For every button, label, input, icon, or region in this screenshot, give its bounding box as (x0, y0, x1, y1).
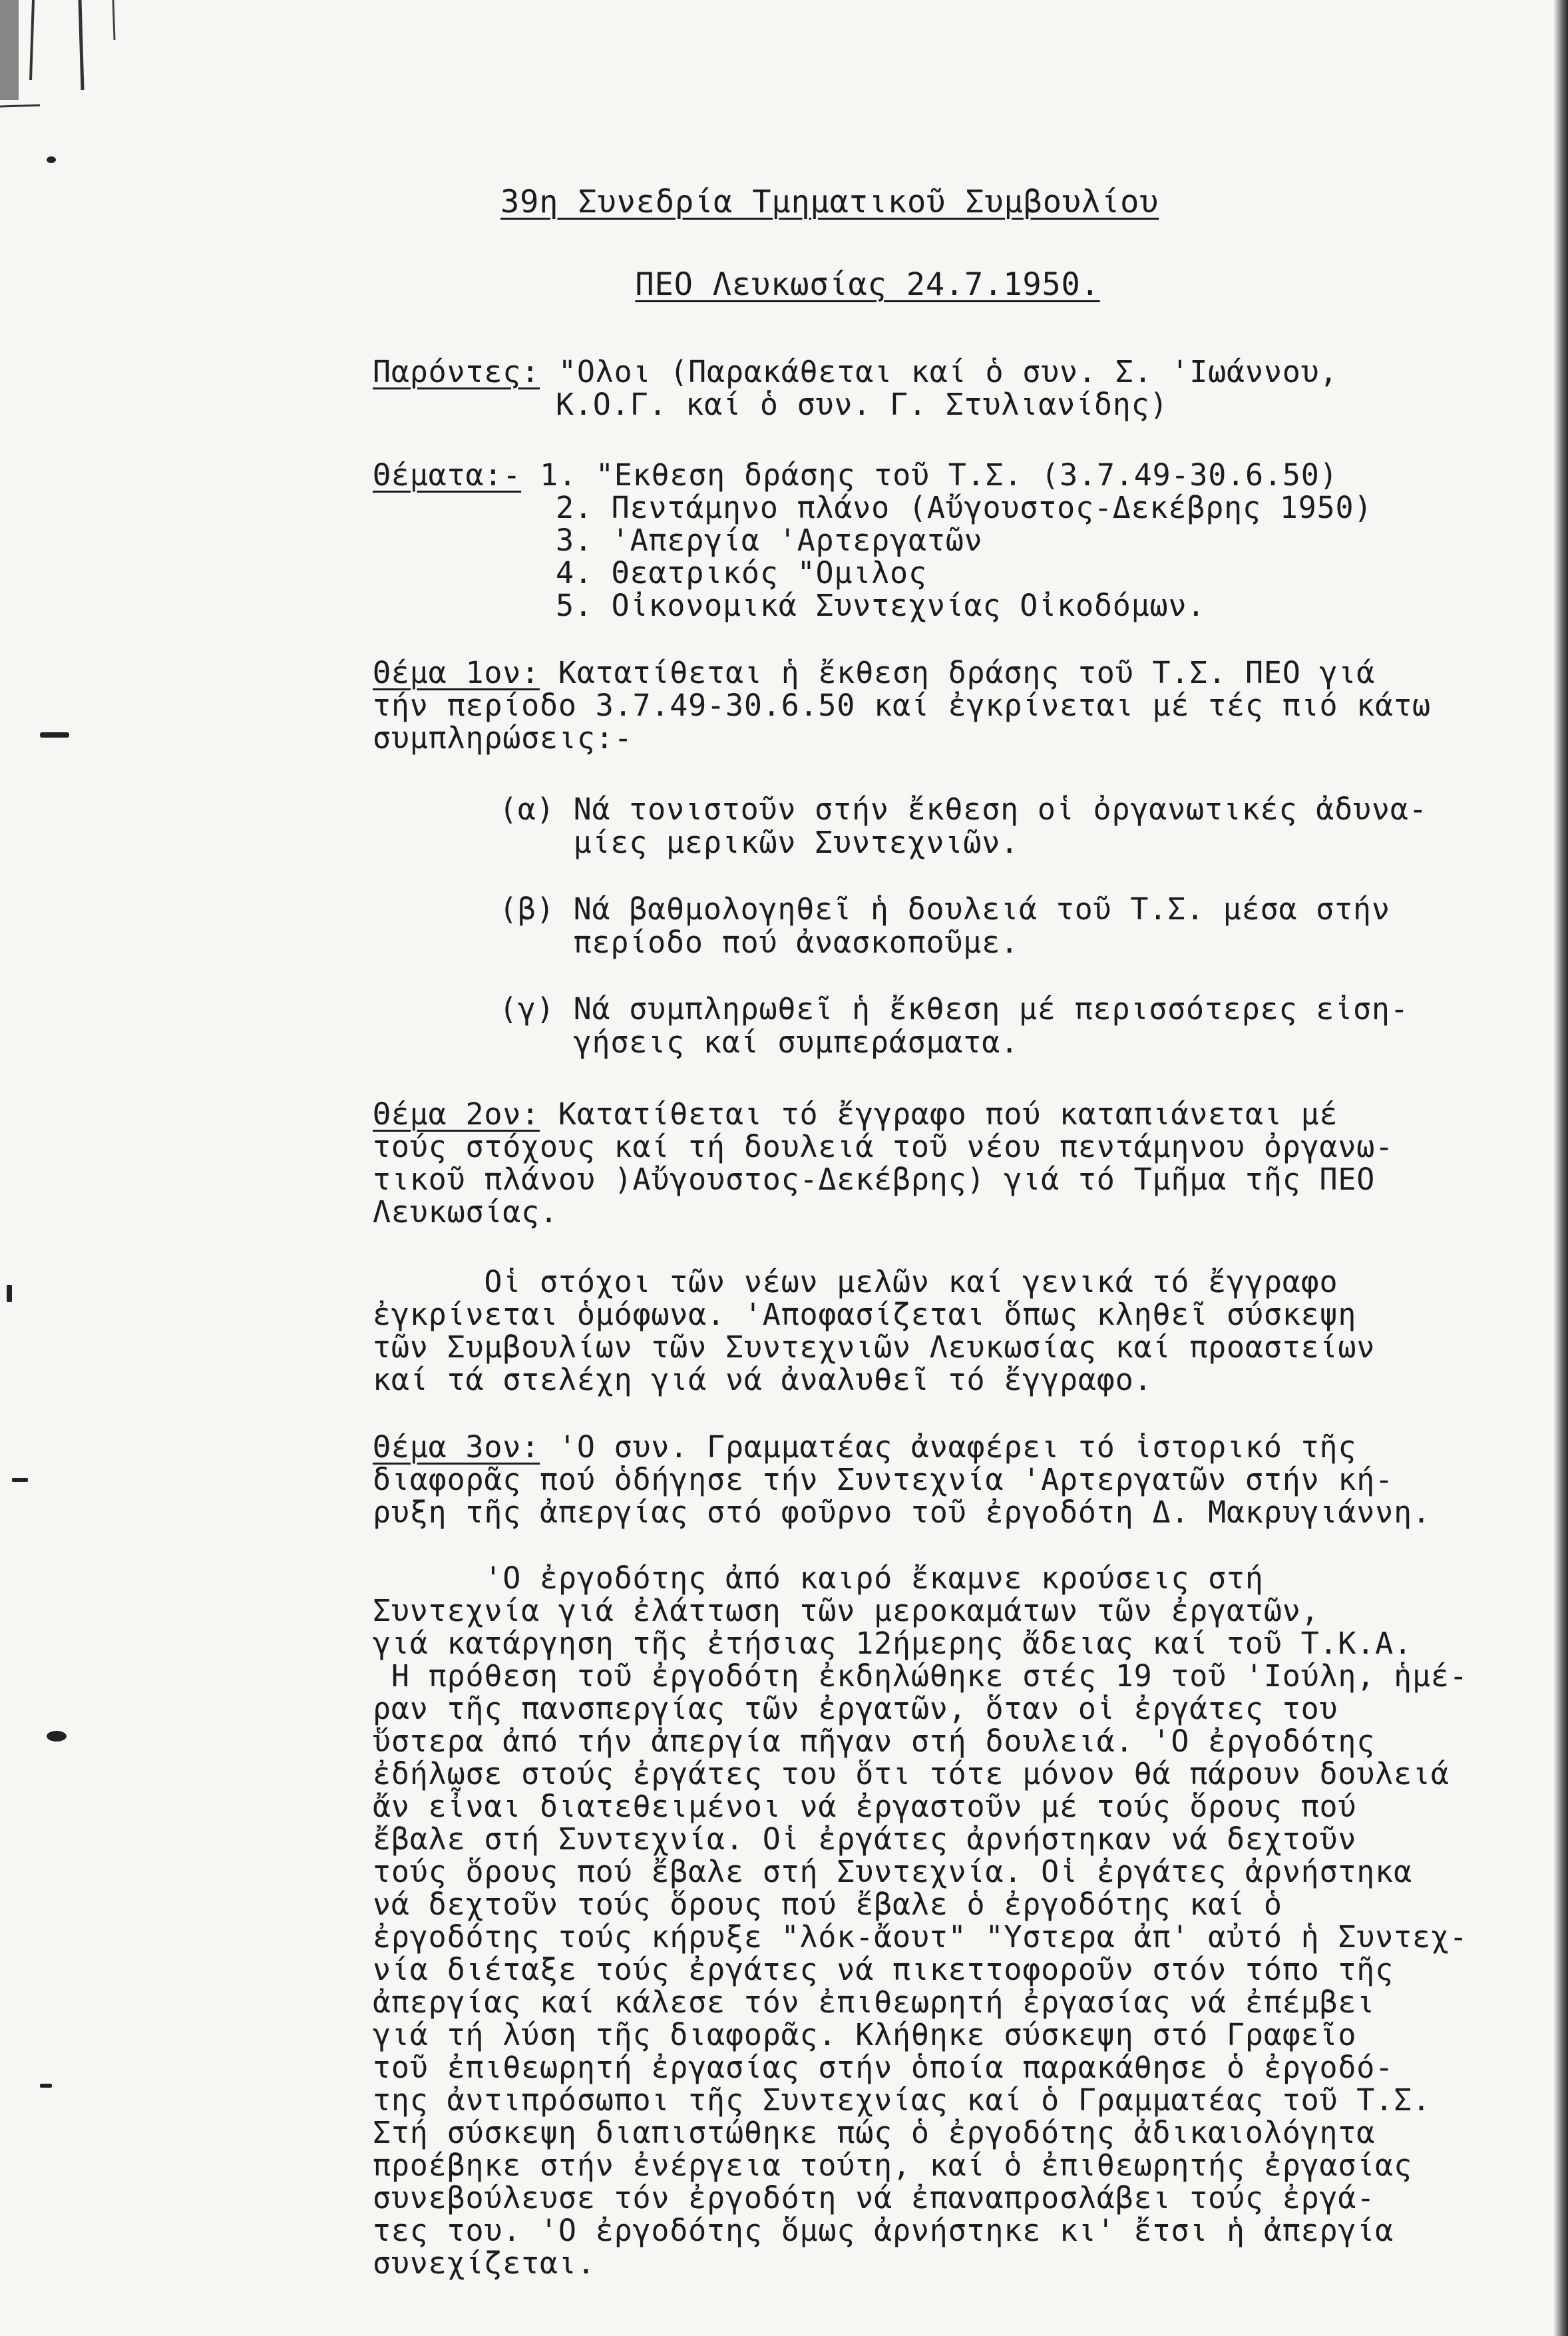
topic3-para-line-13: νία διέταξε τούς ἐργάτες νά πικεττοφοροῦν στόν τόπο τῆς (373, 1952, 1394, 1987)
topic3-para-line-1: 'Ο ἐργοδότης ἀπό καιρό ἔκαμνε κρούσεις στή (373, 1560, 1264, 1596)
topic2-para-line-3: τῶν Συμβουλίων τῶν Συντεχνιῶν Λευκωσίας καί προαστείων (373, 1329, 1376, 1365)
topic1-point-b-2: περίοδο πού ἀνασκοποῦμε. (499, 925, 1019, 960)
page-title: 39η Συνεδρία Τμηματικοῦ Συμβουλίου (500, 184, 1159, 220)
topic3-para-line-14: ἀπεργίας καί κάλεσε τόν ἐπιθεωρητή ἐργασίας νά ἐπέμβει (373, 1985, 1376, 2020)
topic3-line-1 (373, 1430, 1356, 1465)
page-subtitle-text: ΠΕΟ Λευκωσίας 24.7.1950. (635, 266, 1100, 303)
topic3-para-line-2: Συντεχνία γιά ἐλάττωση τῶν μεροκαμάτων τῶν ἐργατῶν, (373, 1593, 1320, 1628)
topic2-text-1: Κατατίθεται τό ἔγγραφο πού καταπιάνεται μέ (540, 1096, 1338, 1132)
topic-item-4: 4. Θεατρικός "Ομιλος (556, 555, 927, 590)
topic-item-2: 2. Πεντάμηνο πλάνο (Αὔγουστος-Δεκέβρης 1950) (556, 490, 1373, 525)
topic-item-1: 1. "Εκθεση δράσης τοῦ Τ.Σ. (3.7.49-30.6.50) (540, 457, 1338, 493)
topic1-point-a-2: μίες μερικῶν Συντεχνιῶν. (499, 825, 1019, 860)
topic3-para-line-22: συνεχίζεται. (373, 2245, 596, 2281)
present-text-1: "Ολοι (Παρακάθεται καί ὁ συν. Σ. 'Ιωάννου, (540, 354, 1338, 389)
topic1-text-1: Κατατίθεται ἡ ἔκθεση δράσης τοῦ Τ.Σ. ΠΕΟ γιά (540, 655, 1376, 690)
topic2-para-line-1: Οἱ στόχοι τῶν νέων μελῶν καί γενικά τό ἔγγραφο (373, 1264, 1338, 1299)
scan-speck (40, 732, 69, 738)
topic3-para-line-17: της ἀντιπρόσωποι τῆς Συντεχνίας καί ὁ Γραμματέας τοῦ Τ.Σ. (373, 2082, 1431, 2118)
scan-speck (7, 1285, 12, 1302)
topic-item-5: 5. Οἰκονομικά Συντεχνίας Οἰκοδόμων. (556, 588, 1206, 623)
topic2-line-3: τικοῦ πλάνου )Αὔγουστος-Δεκέβρης) γιά τό Τμῆμα τῆς ΠΕΟ (373, 1162, 1376, 1197)
topic2-label: Θέμα 2ον: (373, 1096, 540, 1132)
topic3-para-line-11: νά δεχτοῦν τούς ὅρους πού ἔβαλε ὁ ἐργοδότης καί ὁ (373, 1887, 1282, 1922)
topic3-para-line-3: γιά κατάργηση τῆς ἐτήσιας 12ήμερης ἄδειας καί τοῦ Τ.Κ.Α. (373, 1626, 1412, 1661)
topic3-para-line-4: Η πρόθεση τοῦ ἐργοδότη ἐκδηλώθηκε στές 19 τοῦ 'Ιούλη, ἡμέ- (373, 1658, 1468, 1694)
scan-speck (12, 1478, 28, 1482)
topic1-point-c-1: (γ) Νά συμπληρωθεῖ ἡ ἔκθεση μέ περισσότερες εἰση- (499, 991, 1409, 1027)
topic3-para-line-5: ραν τῆς πανσπεργίας τῶν ἐργατῶν, ὅταν οἱ ἐργάτες του (373, 1691, 1338, 1726)
scan-speck (47, 156, 56, 163)
topic3-para-line-8: ἄν εἶναι διατεθειμένοι νά ἐργαστοῦν μέ τούς ὅρους πού (373, 1789, 1357, 1824)
topic1-line-3: συμπληρώσεις:- (373, 720, 633, 756)
topic3-para-line-7: ἐδήλωσε στούς ἐργάτες του ὅτι τότε μόνον θά πάρουν δουλειά (373, 1756, 1450, 1791)
topic1-line-1 (373, 656, 1375, 690)
topics-line-1 (373, 458, 1338, 493)
topic-item-3: 3. 'Απεργία 'Αρτεργατῶν (556, 523, 983, 558)
present-line-1 (373, 355, 1338, 389)
topic2-para-line-4: καί τά στελέχη γιά νά ἀναλυθεῖ τό ἔγγραφο. (373, 1362, 1153, 1397)
topic3-text-1: 'Ο συν. Γραμματέας ἀναφέρει τό ἱστορικό τῆς (540, 1429, 1357, 1465)
topic3-line-2: διαφορᾶς πού ὁδήγησε τήν Συντεχνία 'Αρτεργατῶν στήν κή- (373, 1462, 1394, 1497)
topic1-point-a-1: (α) Νά τονιστοῦν στήν ἔκθεση οἱ ὀργανωτικές ἀδυνα- (499, 792, 1428, 827)
topic3-para-line-20: συνεβούλευσε τόν ἐργοδότη νά ἐπαναπροσλάβει τούς ἐργά- (373, 2180, 1376, 2216)
scan-speck (40, 2084, 52, 2088)
topic1-point-c-2: γήσεις καί συμπεράσματα. (499, 1025, 1019, 1060)
present-line-2: Κ.Ο.Γ. καί ὁ συν. Γ. Στυλιανίδης) (556, 387, 1169, 422)
present-label: Παρόντες: (373, 354, 540, 389)
topic3-para-line-16: τοῦ ἐπιθεωρητή ἐργασίας στήν ὁποία παρακάθησε ὁ ἐργοδό- (373, 2050, 1394, 2085)
topic1-label: Θέμα 1ον: (373, 655, 540, 690)
topic3-label: Θέμα 3ον: (373, 1429, 540, 1465)
topic3-para-line-9: ἔβαλε στή Συντεχνία. Οἱ ἐργάτες ἀρνήστηκαν νά δεχτοῦν (373, 1821, 1357, 1857)
scan-corner-artifact (0, 0, 173, 126)
topic3-line-3: ρυξη τῆς ἀπεργίας στό φοῦρνο τοῦ ἐργοδότη Δ. Μακρυγιάννη. (373, 1495, 1431, 1530)
topic2-line-4: Λευκωσίας. (373, 1194, 558, 1230)
topic3-para-line-15: γιά τή λύση τῆς διαφορᾶς. Κλήθηκε σύσκεψη στό Γραφεῖο (373, 2017, 1357, 2052)
topic3-para-line-19: προέβηκε στήν ἐνέργεια τούτη, καί ὁ ἐπιθεωρητής ἐργασίας (373, 2148, 1412, 2183)
topic3-para-line-10: τούς ὅρους πού ἔβαλε στή Συντεχνία. Οἱ ἐργάτες ἀρνήστηκα (373, 1854, 1412, 1889)
topic1-line-2: τήν περίοδο 3.7.49-30.6.50 καί ἐγκρίνεται μέ τές πιό κάτω (373, 688, 1431, 723)
scan-right-edge (1553, 0, 1568, 2336)
topic2-line-1 (373, 1097, 1338, 1132)
topics-label: Θέματα:- (373, 457, 522, 493)
scan-speck (47, 1731, 67, 1742)
topic3-para-line-18: Στή σύσκεψη διαπιστώθηκε πώς ὁ ἐργοδότης ἀδικαιολόγητα (373, 2115, 1376, 2150)
topic3-para-line-21: τες του. 'Ο ἐργοδότης ὅμως ἀρνήστηκε κι' ἔτσι ἡ ἀπεργία (373, 2213, 1394, 2248)
topic3-para-line-12: ἐργοδότης τούς κήρυξε "λόκ-ἄουτ" "Υστερα ἀπ' αὐτό ἡ Συντεχ- (373, 1919, 1468, 1955)
topic2-line-2: τούς στόχους καί τή δουλειά τοῦ νέου πεντάμηνου ὀργανω- (373, 1129, 1394, 1164)
topic2-para-line-2: ἐγκρίνεται ὁμόφωνα. 'Αποφασίζεται ὅπως κληθεῖ σύσκεψη (373, 1297, 1357, 1332)
topic1-point-b-1: (β) Νά βαθμολογηθεῖ ἡ δουλειά τοῦ Τ.Σ. μέσα στήν (499, 891, 1390, 927)
topic3-para-line-6: ὕστερα ἀπό τήν ἀπεργία πῆγαν στή δουλειά. 'Ο ἐργοδότης (373, 1724, 1376, 1759)
page-subtitle (558, 233, 1100, 337)
